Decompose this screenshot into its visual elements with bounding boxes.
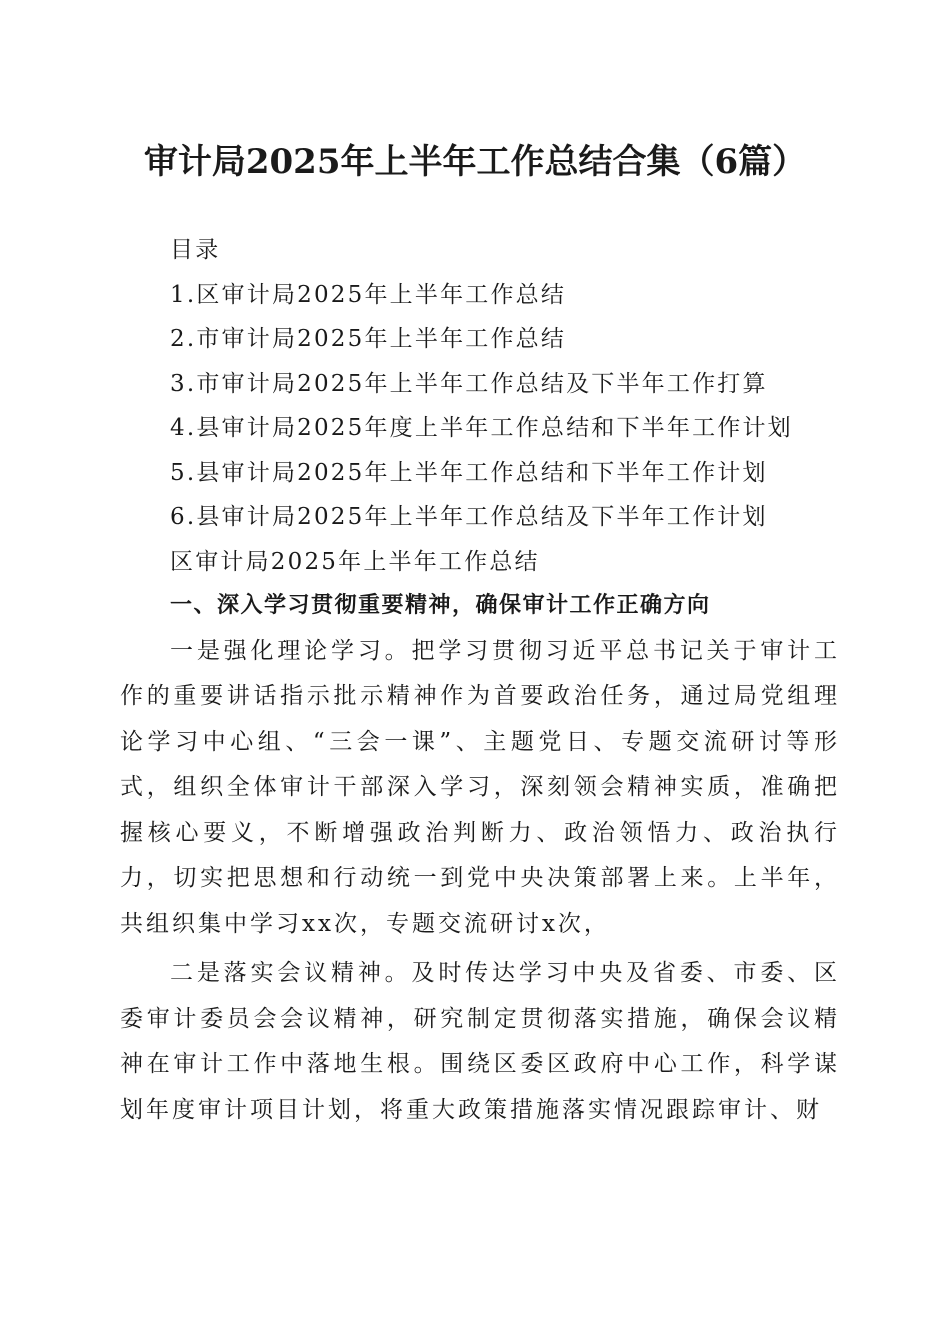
paragraph-lead: 二是落实会议精神。 [170,960,412,986]
toc-label: 目录 [170,237,221,263]
toc-item: 2.市审计局2025年上半年工作总结 [170,326,567,352]
paragraph-lead: 一是强化理论学习。 [170,637,412,664]
paragraph-text: 及时传达学习中央及省委、市委、区委审计委员会会议精神，研究制定贯彻落实措施，确保会议精神在审计工作中落地生根。围绕区委区政府中心工作，科学谋划年度审计项目计划，将重大政策措施落实情况跟踪审计、财 [120,960,841,1123]
section-title: 区审计局2025年上半年工作总结 [170,548,540,575]
toc-item: 5.县审计局2025年上半年工作总结和下半年工作计划 [170,459,768,486]
toc-item: 6.县审计局2025年上半年工作总结及下半年工作计划 [170,504,768,530]
paragraph [120,951,840,1133]
paragraph-text: 把学习贯彻习近平总书记关于审计工作的重要讲话指示批示精神作为首要政治任务，通过局党组理论学习中心组、“三会一课”、主题党日、专题交流研讨等形式，组织全体审计干部深入学习，深刻领会精神实质，准确把握核心要义，不断增强政治判断力、政治领悟力、政治执行力，切实把思想和行动统一到党中央决策部署上来。上半年，共组织集中学习xx次，专题交流研讨x次， [120,637,841,937]
paragraph [120,629,840,948]
document-title: 审计局2025年上半年工作总结合集（6篇） [143,142,807,182]
toc-item: 4.县审计局2025年度上半年工作总结和下半年工作计划 [170,415,793,441]
document-body [120,228,840,1133]
toc-item: 3.市审计局2025年上半年工作总结及下半年工作打算 [170,370,768,397]
toc-item: 1.区审计局2025年上半年工作总结 [170,281,567,308]
section-heading: 一、深入学习贯彻重要精神，确保审计工作正确方向 [170,593,711,618]
